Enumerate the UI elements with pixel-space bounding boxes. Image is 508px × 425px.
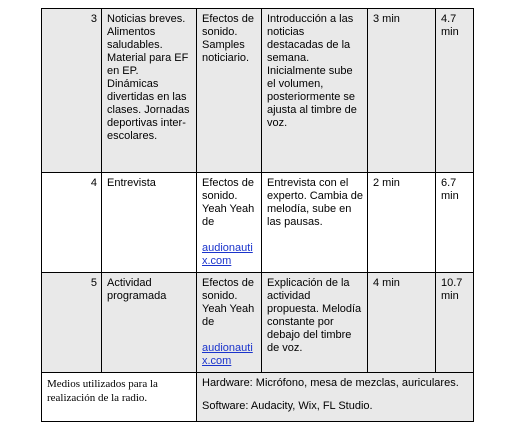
cumulative-time-cell: 6.7 min	[436, 173, 474, 273]
sound-cell	[197, 273, 262, 373]
duration-cell: 3 min	[368, 9, 436, 173]
cumulative-time-cell: 10.7 min	[436, 273, 474, 373]
table-row	[42, 173, 474, 273]
sound-text: Efectos de sonido. Yeah Yeah de	[202, 277, 255, 328]
footer-row	[42, 373, 474, 422]
sound-cell	[197, 173, 262, 273]
content-cell: Actividad programada	[102, 273, 197, 373]
hardware-text: Hardware: Micrófono, mesa de mezclas, auriculares.	[202, 377, 459, 389]
audionautix-link[interactable]: audionautix.com	[202, 342, 253, 367]
radio-script-table	[41, 8, 474, 422]
table-row	[42, 9, 474, 173]
cumulative-time-cell: 4.7 min	[436, 9, 474, 173]
description-cell: Introducción a las noticias destacadas de la semana. Inicialmente sube el volumen, posteriormente se ajusta al timbre de voz.	[262, 9, 368, 173]
software-text: Software: Audacity, Wix, FL Studio.	[202, 400, 373, 412]
sound-text: Efectos de sonido. Yeah Yeah de	[202, 177, 255, 228]
content-cell: Entrevista	[102, 173, 197, 273]
audionautix-link[interactable]: audionautix.com	[202, 242, 253, 267]
sound-cell: Efectos de sonido. Samples noticiario.	[197, 9, 262, 173]
description-cell: Entrevista con el experto. Cambia de melodía, sube en las pausas.	[262, 173, 368, 273]
resources-label: Medios utilizados para la realización de la radio.	[42, 373, 197, 422]
content-cell: Noticias breves. Alimentos saludables. Material para EF en EP. Dinámicas divertidas en las clases. Jornadas deportivas inter-escolares.	[102, 9, 197, 173]
resources-cell	[197, 373, 474, 422]
description-cell: Explicación de la actividad propuesta. Melodía constante por debajo del timbre de voz.	[262, 273, 368, 373]
duration-cell: 4 min	[368, 273, 436, 373]
row-number: 5	[42, 273, 102, 373]
duration-cell: 2 min	[368, 173, 436, 273]
row-number: 4	[42, 173, 102, 273]
table-row	[42, 273, 474, 373]
row-number: 3	[42, 9, 102, 173]
